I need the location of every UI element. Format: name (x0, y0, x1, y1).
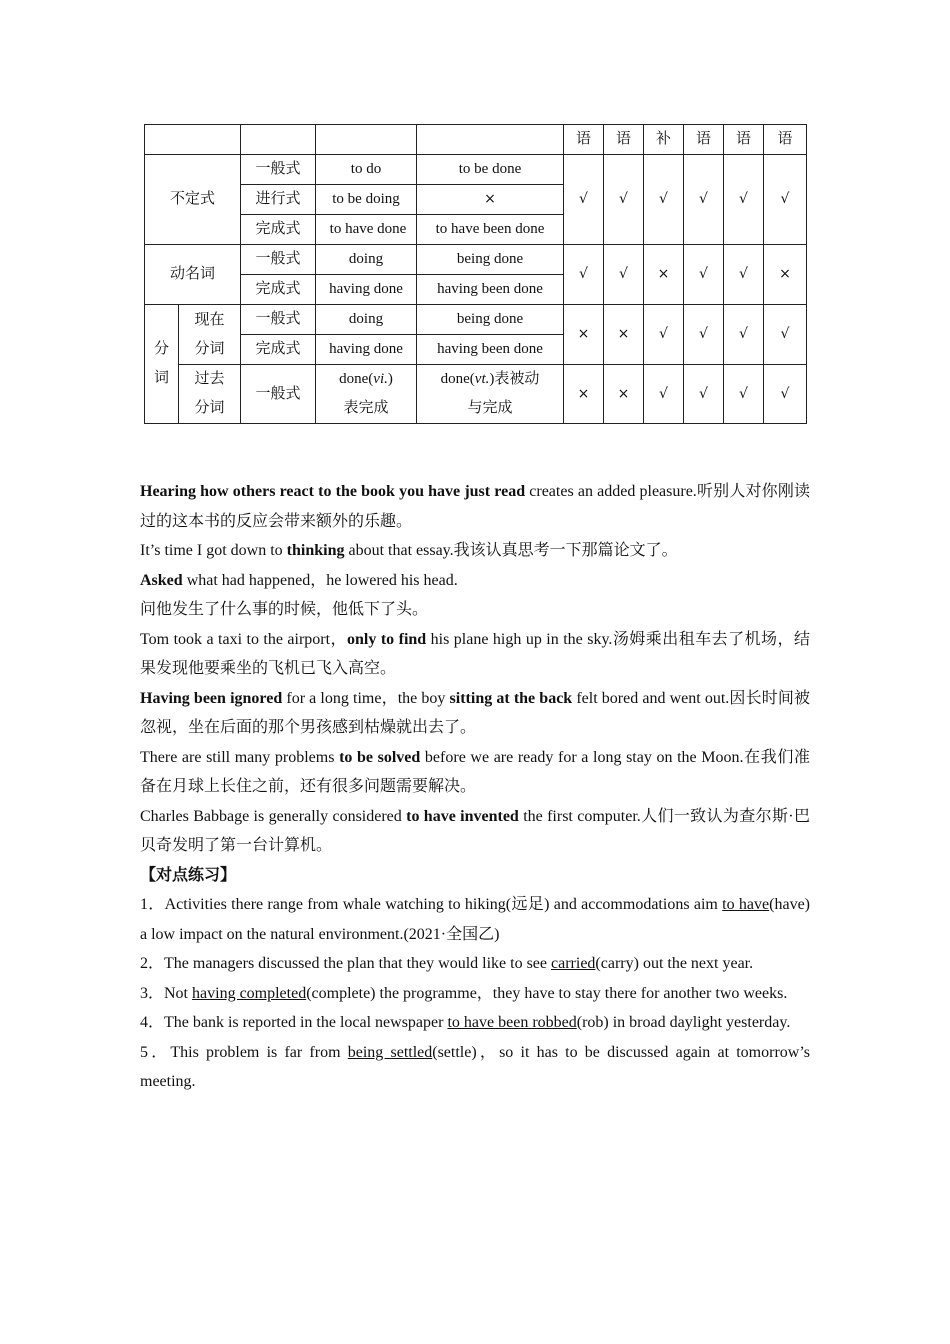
header-col: 语 (764, 125, 807, 155)
mark-cell: √ (684, 245, 724, 305)
practice-pre: 2．The managers discussed the plan that they would like to see (140, 955, 552, 972)
mark-cell: × (564, 365, 604, 424)
form-cell: 完成式 (241, 215, 316, 245)
practice-answer: being settled (347, 1043, 433, 1061)
practice-item (140, 1038, 810, 1097)
example-bold: to have invented (406, 807, 519, 825)
practice-item (140, 1008, 810, 1038)
header-col: 语 (724, 125, 764, 155)
example-sentence (140, 566, 810, 596)
practice-item (140, 890, 810, 949)
practice-pre: 4．The bank is reported in the local newspaper (140, 1014, 448, 1031)
form-cell: 完成式 (241, 275, 316, 305)
passive-text-d: 与完成 (467, 400, 513, 416)
mark-cell: × (764, 245, 807, 305)
practice-item (140, 949, 810, 979)
table-row (145, 155, 807, 185)
passive-text-c: )表被动 (489, 371, 540, 387)
mark-cell: √ (684, 365, 724, 424)
mark-cell: √ (764, 365, 807, 424)
example-translation: 问他发生了什么事的时候，他低下了头。 (140, 601, 429, 618)
example-pre: There are still many problems (140, 748, 340, 766)
practice-pre: 3．Not (140, 984, 193, 1002)
form-cell: 完成式 (241, 335, 316, 365)
form-cell: 一般式 (241, 245, 316, 275)
passive-cell: being done (417, 305, 564, 335)
passive-cell (417, 365, 564, 424)
practice-post: (rob) in broad daylight yesterday. (576, 1014, 791, 1031)
nonfinite-verb-table (144, 124, 807, 424)
passive-cell: being done (417, 245, 564, 275)
table-header-row (145, 125, 807, 155)
active-cell: to do (316, 155, 417, 185)
past-participle-label-2: 分词 (194, 400, 225, 416)
mark-cell: √ (724, 305, 764, 365)
gerund-label: 动名词 (145, 245, 241, 305)
active-cell (316, 365, 417, 424)
mark-cell: √ (724, 365, 764, 424)
table-row (145, 245, 807, 275)
practice-pre: 5．This problem is far from (140, 1043, 348, 1061)
participle-label (145, 305, 179, 424)
example-rest: the first computer.人们一致认为查尔斯·巴贝奇发明了第一台计算机。 (140, 807, 810, 854)
example-pre: Tom took a taxi to the airport， (140, 630, 348, 648)
mark-cell: × (604, 305, 644, 365)
body-text (140, 477, 810, 1097)
practice-answer: to have been robbed (447, 1014, 577, 1031)
example-bold: only to find (347, 630, 427, 648)
passive-text-a: done( (440, 371, 475, 387)
passive-cell: × (417, 185, 564, 215)
mark-cell: × (644, 245, 684, 305)
past-participle-label (179, 365, 241, 424)
mark-cell: √ (764, 305, 807, 365)
present-participle-label-2: 分词 (194, 340, 225, 357)
example-sentence (140, 536, 810, 566)
header-cell-empty (316, 125, 417, 155)
example-bold: sitting at the back (449, 689, 573, 707)
mark-cell: × (604, 365, 644, 424)
mark-cell: √ (724, 245, 764, 305)
mark-cell: √ (644, 305, 684, 365)
example-pre: Charles Babbage is generally considered (140, 807, 407, 825)
participle-label-1: 分 (153, 341, 169, 357)
mark-cell: √ (604, 245, 644, 305)
practice-answer: having completed (192, 984, 307, 1002)
header-col: 语 (564, 125, 604, 155)
practice-answer: to have (722, 896, 770, 913)
active-cell: having done (316, 335, 417, 365)
example-sentence (140, 684, 810, 743)
header-col: 补 (644, 125, 684, 155)
active-text-b: vi. (373, 371, 388, 387)
practice-post: (settle)，so it has to be discussed again at tomorrow’s meeting. (140, 1043, 810, 1090)
practice-post: (carry) out the next year. (595, 955, 754, 972)
participle-label-2: 词 (153, 370, 169, 386)
header-cell-empty (241, 125, 316, 155)
active-cell: to have done (316, 215, 417, 245)
example-sentence (140, 802, 810, 861)
passive-cell: to be done (417, 155, 564, 185)
passive-cell: to have been done (417, 215, 564, 245)
mark-cell: × (564, 305, 604, 365)
example-sentence (140, 743, 810, 802)
header-col: 语 (604, 125, 644, 155)
example-pre: It’s time I got down to (140, 542, 287, 559)
mark-cell: √ (724, 155, 764, 245)
infinitive-label: 不定式 (145, 155, 241, 245)
mark-cell: √ (684, 155, 724, 245)
example-bold: Having been ignored (140, 689, 283, 707)
present-participle-label (179, 305, 241, 365)
passive-text-b: vt. (474, 371, 490, 387)
practice-pre: 1．Activities there range from whale watching to hiking(远足) and accommodations aim (140, 896, 723, 913)
active-cell: having done (316, 275, 417, 305)
practice-post: (have) a low impact on the natural environment.(2021·全国乙) (140, 896, 810, 943)
active-text-a: done( (339, 371, 374, 387)
present-participle-label-1: 现在 (194, 311, 225, 328)
example-rest: about that essay.我该认真思考一下那篇论文了。 (344, 542, 678, 559)
form-cell: 一般式 (241, 365, 316, 424)
passive-cell: having been done (417, 335, 564, 365)
active-text-d: 表完成 (343, 400, 389, 416)
example-bold: to be solved (339, 748, 421, 766)
example-mid: for a long time，the boy (282, 689, 450, 707)
example-bold: thinking (286, 542, 345, 559)
example-sentence (140, 625, 810, 684)
passive-cell: having been done (417, 275, 564, 305)
practice-heading: 【对点练习】 (140, 866, 237, 884)
form-cell: 进行式 (241, 185, 316, 215)
header-col: 语 (684, 125, 724, 155)
active-cell: to be doing (316, 185, 417, 215)
table-row (145, 305, 807, 335)
mark-cell: √ (604, 155, 644, 245)
form-cell: 一般式 (241, 155, 316, 185)
example-bold: Asked (140, 571, 183, 589)
practice-item (140, 979, 810, 1009)
mark-cell: √ (684, 305, 724, 365)
mark-cell: √ (564, 245, 604, 305)
active-cell: doing (316, 305, 417, 335)
header-cell-empty (145, 125, 241, 155)
form-cell: 一般式 (241, 305, 316, 335)
example-rest: felt bored and went out.因长时间被忽视，坐在后面的那个男孩感到枯燥就出去了。 (140, 689, 810, 736)
mark-cell: √ (644, 365, 684, 424)
mark-cell: √ (644, 155, 684, 245)
example-rest: his plane high up in the sky.汤姆乘出租车去了机场，结果发现他要乘坐的飞机已飞入高空。 (140, 630, 810, 677)
active-text-c: ) (387, 371, 393, 387)
example-sentence (140, 477, 810, 536)
example-bold: Hearing how others react to the book you have just read (140, 483, 526, 500)
mark-cell: √ (564, 155, 604, 245)
example-rest: before we are ready for a long stay on the Moon.在我们准备在月球上长住之前，还有很多问题需要解决。 (140, 748, 810, 795)
mark-cell: √ (764, 155, 807, 245)
example-rest: what had happened，he lowered his head. (182, 571, 458, 589)
practice-post: (complete) the programme，they have to stay there for another two weeks. (306, 984, 788, 1002)
past-participle-label-1: 过去 (194, 371, 225, 387)
example-rest: creates an added pleasure.听别人对你刚读过的这本书的反应会带来额外的乐趣。 (140, 483, 810, 530)
active-cell: doing (316, 245, 417, 275)
practice-answer: carried (551, 955, 596, 972)
header-cell-empty (417, 125, 564, 155)
